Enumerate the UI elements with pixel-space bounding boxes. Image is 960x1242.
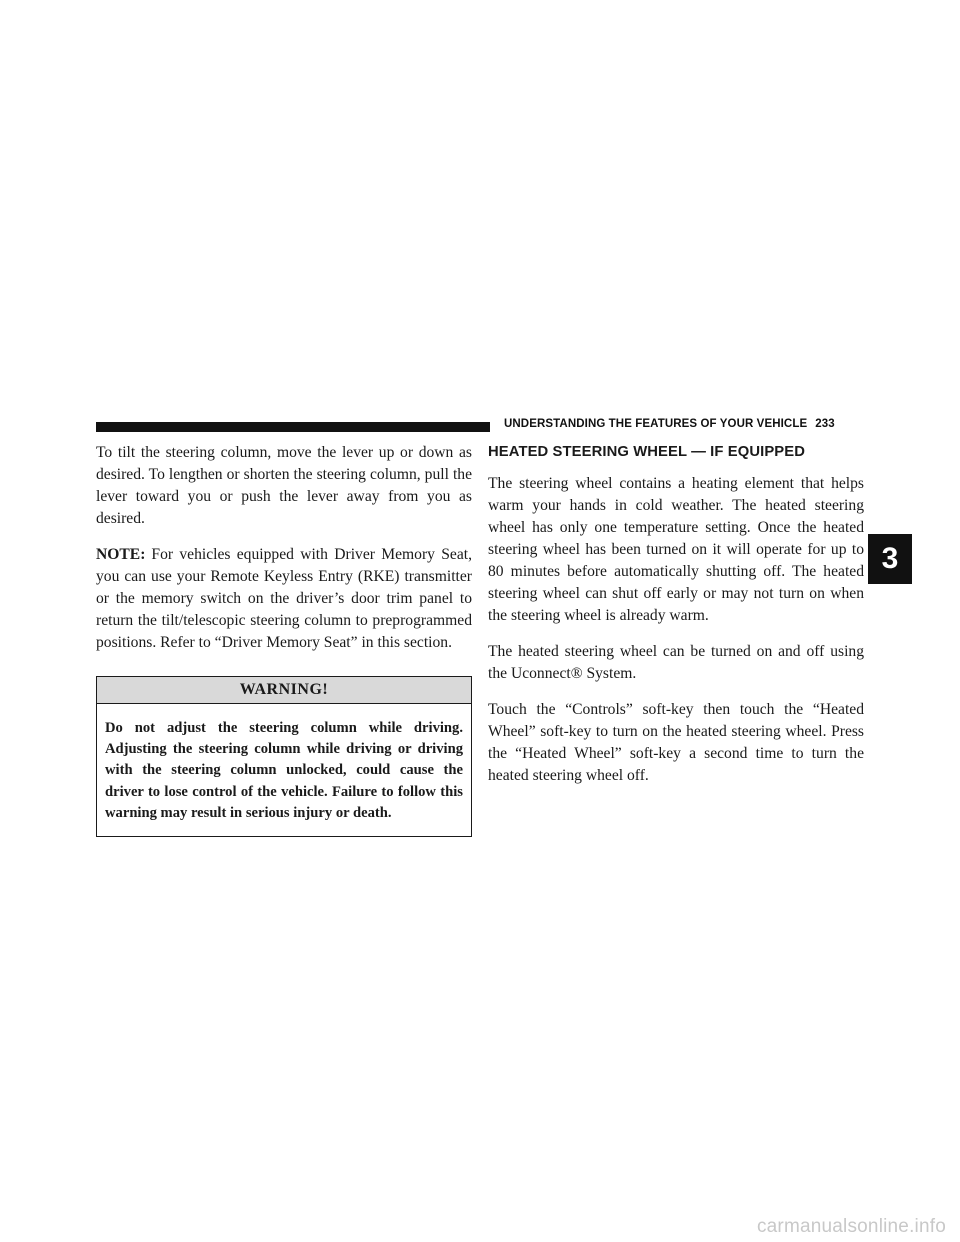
note-label: NOTE: bbox=[96, 546, 146, 563]
section-heading: HEATED STEERING WHEEL — IF EQUIPPED bbox=[488, 444, 806, 460]
left-column bbox=[96, 442, 472, 837]
note-paragraph bbox=[96, 544, 472, 654]
heating-element-paragraph: The steering wheel contains a heating element that helps warm your hands in cold weather. The heated steering wheel has only one temperature setting. Once the heated steering wheel has been turned on it will operate for up to 80 minutes before automatically shutting off. The heated steering wheel can shut off early or may not turn on when the steering wheel is already warm. bbox=[488, 475, 864, 624]
section-title: UNDERSTANDING THE FEATURES OF YOUR VEHICLE bbox=[504, 418, 808, 430]
watermark: carmanualsonline.info bbox=[756, 1216, 946, 1237]
warning-body: Do not adjust the steering column while driving. Adjusting the steering column while driving or driving with the steering column unlocked, could cause the driver to lose control of the vehicle. Failure to follow this warning may result in serious injury or death. bbox=[105, 720, 463, 821]
tilt-instructions-paragraph: To tilt the steering column, move the lever up or down as desired. To lengthen or shorten the steering column, pull the lever toward you or push the lever away from you as desired. bbox=[96, 444, 472, 527]
running-header bbox=[504, 418, 835, 430]
note-text: For vehicles equipped with Driver Memory Seat, you can use your Remote Keyless Entry (RKE) transmitter or the memory switch on the driver’s door trim panel to return the tilt/telescopic steering column to preprogrammed positions. Refer to “Driver Memory Seat” in this section. bbox=[96, 546, 472, 651]
chapter-tab: 3 bbox=[868, 534, 912, 584]
right-column bbox=[488, 442, 864, 801]
header-rule bbox=[96, 422, 490, 432]
softkey-paragraph: Touch the “Controls” soft-key then touch the “Heated Wheel” soft-key to turn on the heated steering wheel. Press the “Heated Wheel” soft-key a second time to turn the heated steering wheel off. bbox=[488, 701, 864, 784]
warning-box bbox=[96, 676, 472, 837]
page-number: 233 bbox=[815, 418, 835, 430]
uconnect-paragraph: The heated steering wheel can be turned on and off using the Uconnect® System. bbox=[488, 643, 864, 682]
warning-title: WARNING! bbox=[97, 677, 471, 704]
